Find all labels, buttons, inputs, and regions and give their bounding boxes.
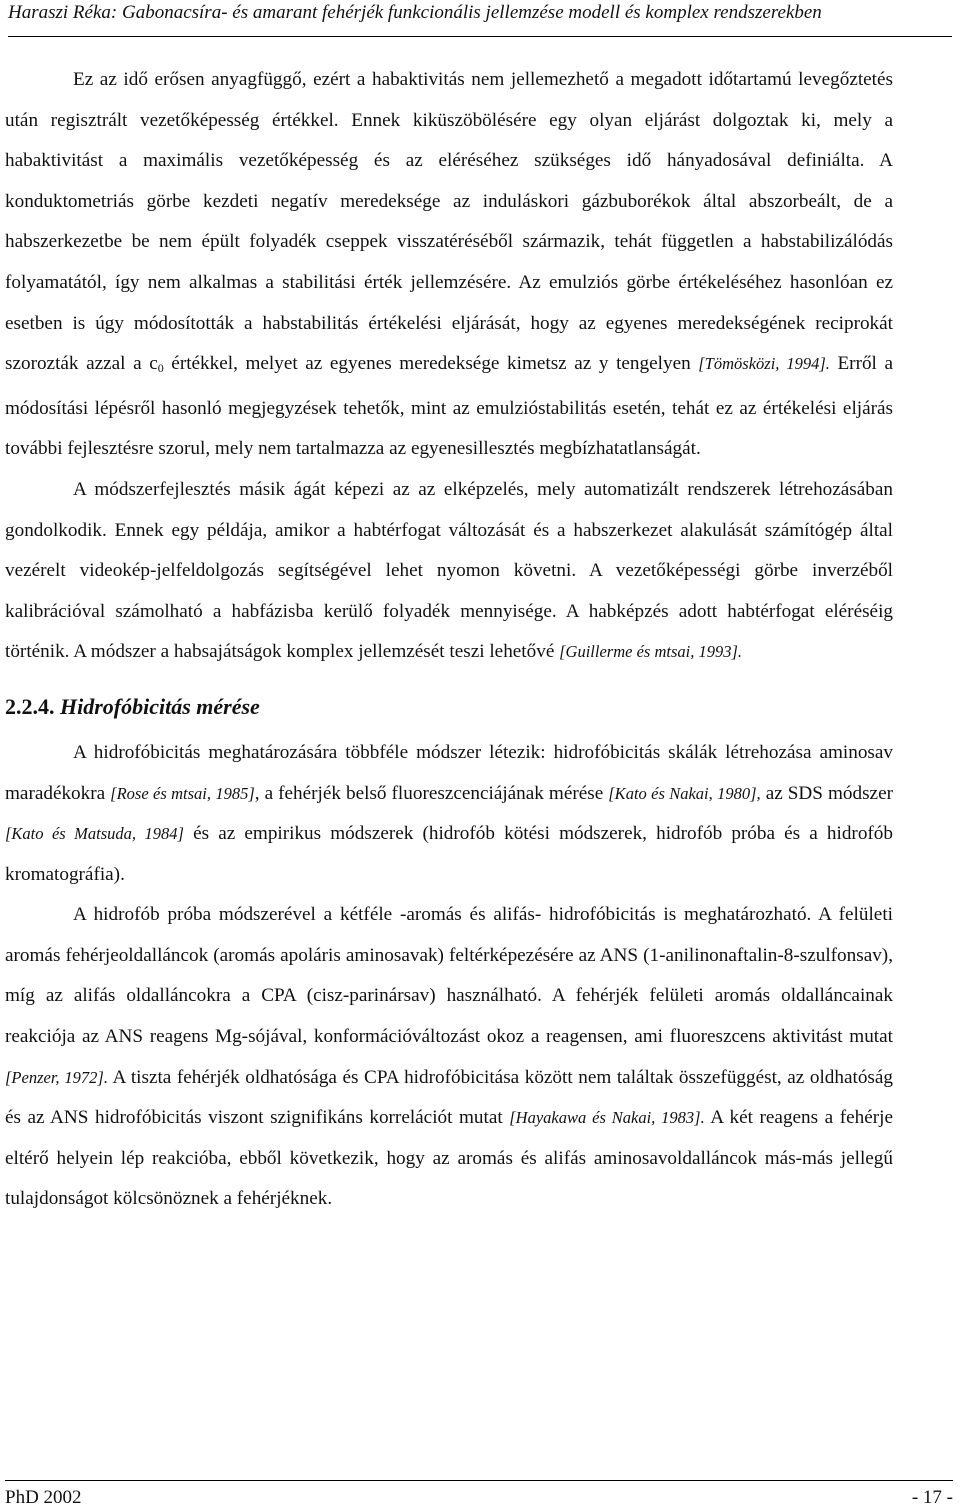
paragraph-1: Ez az idő erősen anyagfüggő, ezért a habaktivitás nem jellemezhető a megadott időtartamú levegőztetés után regisztrált vezetőképesség értékkel. Ennek kiküszöbölésére egy olyan eljárást dolgoztak ki, mely a habaktivitást a maximális vezetőképesség és az eléréséhez szükséges idő hányadosával definiálta. A konduktometriás görbe kezdeti negatív meredeksége az induláskori gázbuborékok által abszorbeált, de a habszerkezetbe be nem épült folyadék cseppek visszatéréséből származik, tehát független a habstabilizálódás folyamatától, így nem alkalmas a stabilitási érték jellemzésére. Az emulziós görbe értékeléséhez hasonlóan ez esetben is úgy módosították a habstabilitás értékelési eljárását, hogy az egyenes meredekségének reciprokát szorozták azzal a $c_0$ értékkel, melyet az egyenes meredeksége kimetsz az y tengelyen [Tömösközi, 1994]. Erről a módosítási lépésről hasonló megjegyzések tehetők, mint az emulzióstabilitás esetén, tehát ez az értékelési eljárás további fejlesztésre szorul, mely nem tartalmazza az egyenesillesztés megbízhatatlanságát. [5,69,893,460]
citation: [Rose és mtsai, 1985] [110,783,255,803]
page-footer [5,1480,953,1509]
paragraph-3: A hidrofóbicitás meghatározására többféle módszer létezik: hidrofóbicitás skálák létrehozása aminosav maradékokra [Rose és mtsai, 1985], a fehérjék belső fluoreszcenciájának mérése [Kato és Nakai, 1980], az SDS módszer [Kato és Matsuda, 1984] és az empirikus módszerek (hidrofób kötési módszerek, hidrofób próba és a hidrofób kromatográfia). [5,741,893,885]
running-header [8,0,952,37]
paragraph-4: A hidrofób próba módszerével a kétféle -aromás és alifás- hidrofóbicitás is meghatározható. A felületi aromás fehérjeoldalláncok (aromás apoláris aminosavak) feltérképezésére az ANS (1-anilinonaftalin-8-szulfonsav), míg az alifás oldalláncokra a CPA (cisz-parinársav) használható. A fehérjék felületi aromás oldalláncainak reakciója az ANS reagens Mg-sójával, konformációváltozást okoz a reagensen, ami fluoreszcens aktivitást mutat [Penzer, 1972]. A tiszta fehérjék oldhatósága és CPA hidrofóbicitása között nem találtak összefüggést, az oldhatóság és az ANS hidrofóbicitás viszont szignifikáns korrelációt mutat [Hayakawa és Nakai, 1983]. A két reagens a fehérje eltérő helyein lép reakcióba, ebből következik, hogy az aromás és alifás aminosavoldalláncok más-más jellegű tulajdonságot kölcsönöznek a fehérjéknek. [5,904,893,1210]
paragraph-2: A módszerfejlesztés másik ágát képezi az az elképzelés, mely automatizált rendszerek létrehozásában gondolkodik. Ennek egy példája, amikor a habtérfogat változását és a habszerkezet alakulását számítógép által vezérelt videokép-jelfeldolgozás segítségével lehet nyomon követni. A vezetőképességi görbe inverzéből kalibrációval számolható a habfázisba kerülő folyadék mennyisége. A habképzés adott habtérfogat eléréséig történik. A módszer a habsajátságok komplex jellemzését teszi lehetővé [Guillerme és mtsai, 1993]. [5,478,893,663]
citation: [Kato és Matsuda, 1984] [5,824,184,844]
citation: [Kato és Nakai, 1980], [608,783,761,803]
citation: [Guillerme és mtsai, 1993]. [559,642,743,662]
section-title: Hidrofóbicitás mérése [60,693,260,719]
citation: [Tömösközi, 1994]. [698,354,830,374]
footer-degree-year: PhD 2002 [5,1487,82,1508]
section-number: 2.2.4. [5,693,55,719]
page-number: - 17 - [911,1487,953,1508]
subscript: 0 [157,361,164,376]
citation: [Hayakawa és Nakai, 1983]. [509,1108,705,1128]
section-heading [5,687,893,727]
citation: [Penzer, 1972]. [5,1067,108,1087]
page-body [5,60,893,1220]
running-title: Haraszi Réka: Gabonacsíra- és amarant fehérjék funkcionális jellemzése modell és komplex rendszerekben [8,2,822,23]
